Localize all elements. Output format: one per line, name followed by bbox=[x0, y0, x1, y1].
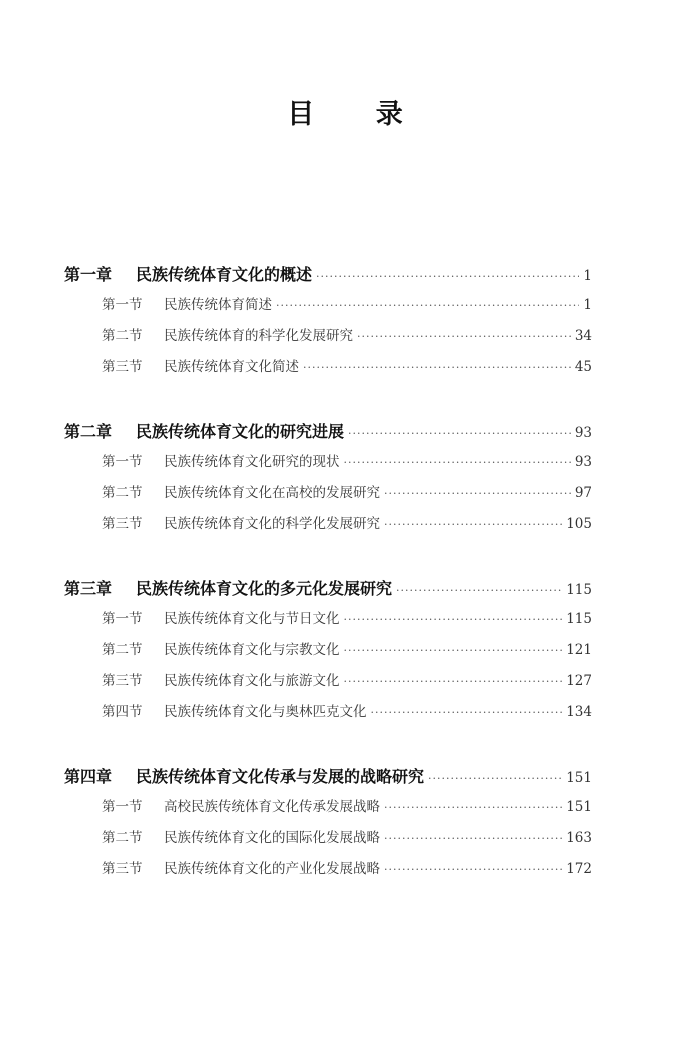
dot-leader bbox=[384, 478, 571, 509]
chapter-number: 第二章 bbox=[64, 422, 113, 441]
dot-leader bbox=[384, 509, 562, 540]
page-number: 1 bbox=[583, 297, 592, 313]
dot-leader bbox=[428, 763, 562, 792]
section-number: 第二节 bbox=[102, 830, 143, 846]
section-entry[interactable] bbox=[64, 321, 592, 352]
chapter-4 bbox=[64, 761, 592, 885]
chapter-number: 第四章 bbox=[64, 767, 113, 786]
page-number: 1 bbox=[583, 268, 592, 284]
page-number: 151 bbox=[566, 799, 592, 815]
section-title: 民族传统体育文化的产业化发展战略 bbox=[164, 861, 380, 877]
section-entry[interactable] bbox=[64, 604, 592, 635]
dot-leader bbox=[344, 666, 563, 697]
dot-leader bbox=[384, 854, 562, 885]
chapter-entry[interactable] bbox=[64, 761, 592, 792]
page-number: 34 bbox=[574, 328, 592, 344]
chapter-title: 民族传统体育文化传承与发展的战略研究 bbox=[136, 767, 425, 786]
section-title: 民族传统体育文化简述 bbox=[164, 359, 299, 375]
page-number: 151 bbox=[566, 770, 592, 786]
chapter-entry[interactable] bbox=[64, 573, 592, 604]
section-entry[interactable] bbox=[64, 352, 592, 383]
page-number: 45 bbox=[574, 359, 592, 375]
chapter-title: 民族传统体育文化的多元化发展研究 bbox=[136, 579, 393, 598]
chapter-3 bbox=[64, 573, 592, 728]
chapter-entry[interactable] bbox=[64, 259, 592, 290]
page-number: 172 bbox=[566, 861, 592, 877]
page-title: 目 录 bbox=[287, 99, 429, 130]
dot-leader bbox=[303, 352, 571, 383]
page-number: 163 bbox=[566, 830, 592, 846]
section-number: 第一节 bbox=[102, 454, 143, 470]
section-title: 高校民族传统体育文化传承发展战略 bbox=[164, 799, 380, 815]
section-entry[interactable] bbox=[64, 792, 592, 823]
chapter-title: 民族传统体育文化的概述 bbox=[136, 265, 313, 284]
section-number: 第一节 bbox=[102, 297, 143, 313]
dot-leader bbox=[276, 290, 579, 321]
chapter-number: 第一章 bbox=[64, 265, 113, 284]
section-entry[interactable] bbox=[64, 823, 592, 854]
page-number: 115 bbox=[566, 611, 592, 627]
section-title: 民族传统体育文化与奥林匹克文化 bbox=[164, 704, 367, 720]
page-number: 115 bbox=[566, 582, 592, 598]
section-title: 民族传统体育文化的国际化发展战略 bbox=[164, 830, 380, 846]
dot-leader bbox=[384, 823, 562, 854]
dot-leader bbox=[344, 447, 571, 478]
section-title: 民族传统体育文化的科学化发展研究 bbox=[164, 516, 380, 532]
section-number: 第一节 bbox=[102, 799, 143, 815]
dot-leader bbox=[344, 635, 563, 666]
chapter-number: 第三章 bbox=[64, 579, 113, 598]
section-entry[interactable] bbox=[64, 447, 592, 478]
chapter-1 bbox=[64, 259, 592, 383]
dot-leader bbox=[316, 261, 579, 290]
section-number: 第三节 bbox=[102, 516, 143, 532]
dot-leader bbox=[344, 604, 563, 635]
section-entry[interactable] bbox=[64, 635, 592, 666]
page-number: 93 bbox=[574, 425, 592, 441]
page-number: 134 bbox=[566, 704, 592, 720]
section-number: 第三节 bbox=[102, 673, 143, 689]
section-number: 第三节 bbox=[102, 861, 143, 877]
page-number: 127 bbox=[566, 673, 592, 689]
dot-leader bbox=[348, 418, 571, 447]
section-number: 第二节 bbox=[102, 642, 143, 658]
chapter-entry[interactable] bbox=[64, 416, 592, 447]
page-number: 105 bbox=[566, 516, 592, 532]
section-title: 民族传统体育文化与旅游文化 bbox=[164, 673, 340, 689]
chapter-title: 民族传统体育文化的研究进展 bbox=[136, 422, 345, 441]
section-title: 民族传统体育文化研究的现状 bbox=[164, 454, 340, 470]
section-title: 民族传统体育文化与节日文化 bbox=[164, 611, 340, 627]
section-title: 民族传统体育简述 bbox=[164, 297, 272, 313]
chapter-2 bbox=[64, 416, 592, 540]
section-title: 民族传统体育文化与宗教文化 bbox=[164, 642, 340, 658]
section-title: 民族传统体育的科学化发展研究 bbox=[164, 328, 353, 344]
page-number: 97 bbox=[574, 485, 592, 501]
section-title: 民族传统体育文化在高校的发展研究 bbox=[164, 485, 380, 501]
section-entry[interactable] bbox=[64, 478, 592, 509]
table-of-contents bbox=[64, 259, 592, 918]
section-entry[interactable] bbox=[64, 666, 592, 697]
page-number: 93 bbox=[574, 454, 592, 470]
dot-leader bbox=[357, 321, 571, 352]
dot-leader bbox=[396, 575, 562, 604]
section-number: 第二节 bbox=[102, 328, 143, 344]
page-number: 121 bbox=[566, 642, 592, 658]
section-number: 第二节 bbox=[102, 485, 143, 501]
section-entry[interactable] bbox=[64, 509, 592, 540]
section-entry[interactable] bbox=[64, 854, 592, 885]
dot-leader bbox=[384, 792, 562, 823]
dot-leader bbox=[371, 697, 563, 728]
section-entry[interactable] bbox=[64, 290, 592, 321]
section-number: 第一节 bbox=[102, 611, 143, 627]
section-number: 第四节 bbox=[102, 704, 143, 720]
section-number: 第三节 bbox=[102, 359, 143, 375]
section-entry[interactable] bbox=[64, 697, 592, 728]
